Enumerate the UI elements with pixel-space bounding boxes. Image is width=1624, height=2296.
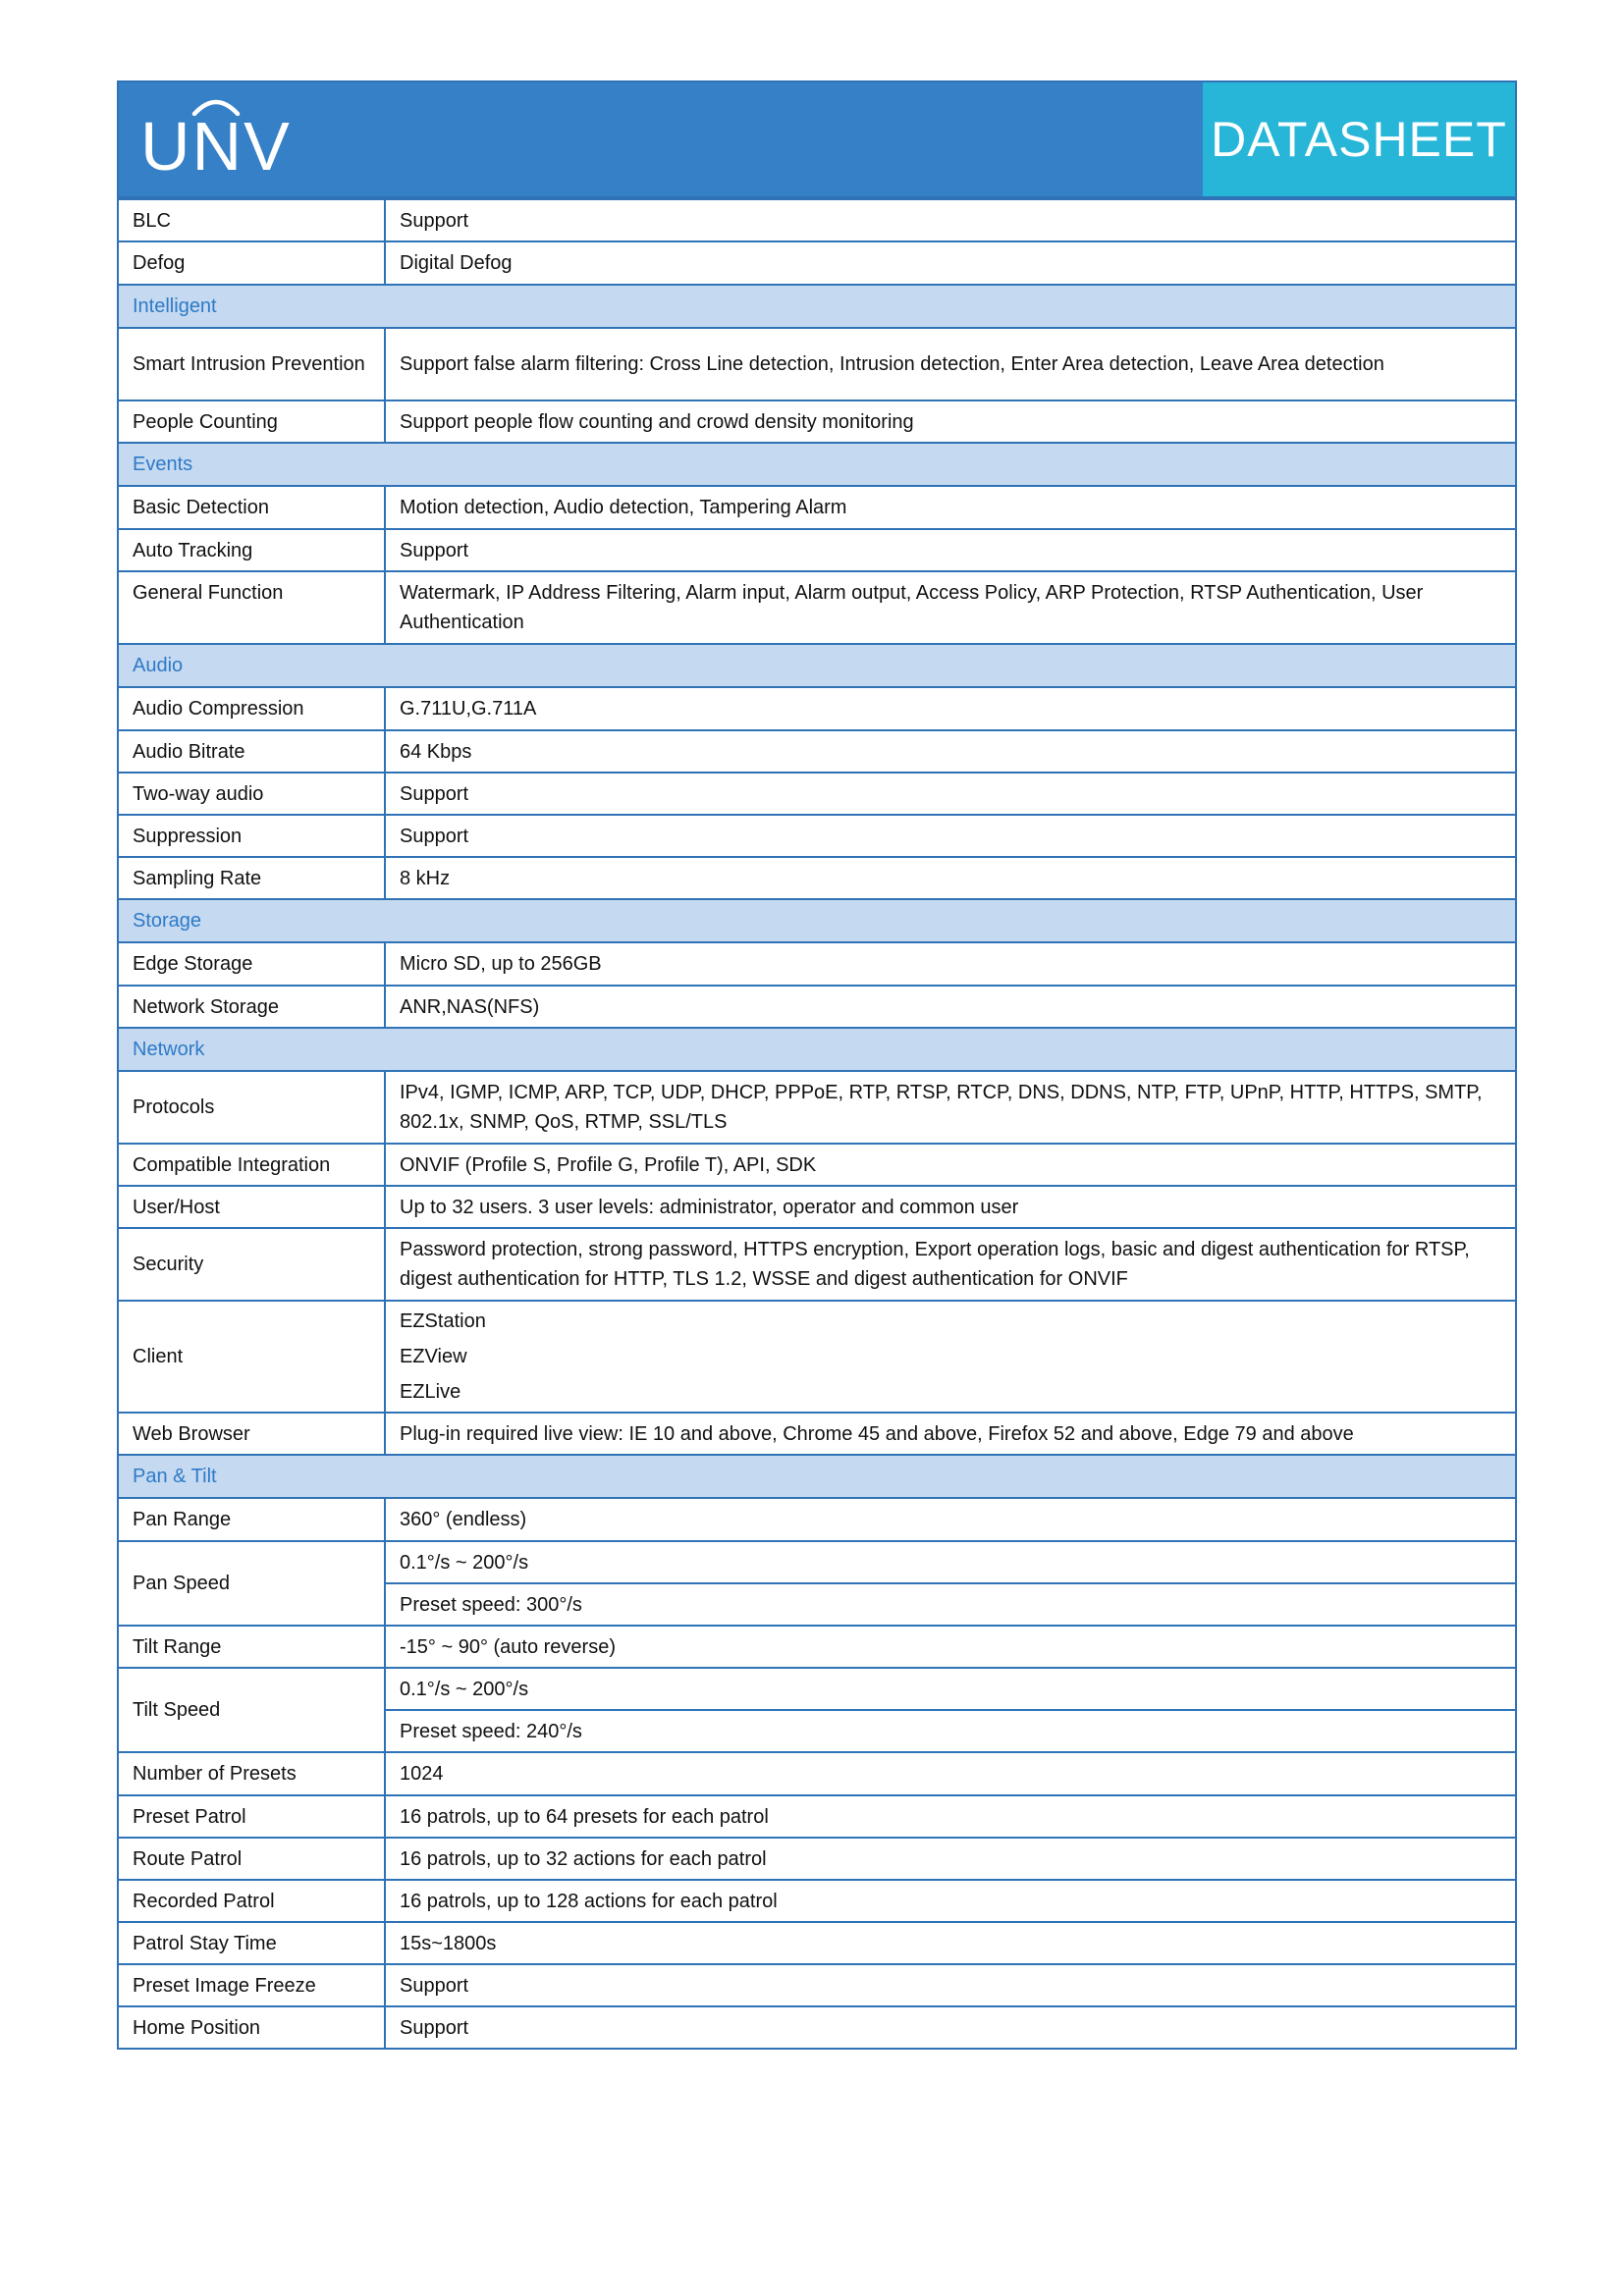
spec-label: Edge Storage (118, 942, 385, 986)
spec-value: Support people flow counting and crowd density monitoring (385, 400, 1516, 443)
spec-value: 8 kHz (385, 857, 1516, 899)
table-row (118, 1301, 1516, 1413)
spec-label: Web Browser (118, 1413, 385, 1455)
table-row (118, 241, 1516, 285)
spec-value: IPv4, IGMP, ICMP, ARP, TCP, UDP, DHCP, PPPoE, RTP, RTSP, RTCP, DNS, DDNS, NTP, FTP, UPnP, HTTP, HTTPS, SMTP, 802.1x, SNMP, QoS, RTMP, SSL/TLS (385, 1071, 1516, 1144)
spec-value: 16 patrols, up to 32 actions for each patrol (385, 1838, 1516, 1880)
table-row (118, 773, 1516, 815)
table-row (118, 1186, 1516, 1228)
spec-table (117, 198, 1517, 2050)
spec-label: Number of Presets (118, 1752, 385, 1795)
section-title: Audio (118, 644, 1516, 687)
spec-value: 1024 (385, 1752, 1516, 1795)
spec-value: 64 Kbps (385, 730, 1516, 773)
table-row (118, 1541, 1516, 1583)
spec-value: 360° (endless) (385, 1498, 1516, 1541)
spec-label: Pan Speed (118, 1541, 385, 1626)
spec-label: Client (118, 1301, 385, 1413)
spec-value: Support (385, 529, 1516, 571)
spec-value: Plug-in required live view: IE 10 and above, Chrome 45 and above, Firefox 52 and above, Edge 79 and above (385, 1413, 1516, 1455)
table-row (118, 1071, 1516, 1144)
spec-value: Preset speed: 300°/s (385, 1583, 1516, 1626)
table-row (118, 1626, 1516, 1668)
table-row (118, 687, 1516, 730)
table-row (118, 1838, 1516, 1880)
spec-label: Patrol Stay Time (118, 1922, 385, 1964)
spec-label: Preset Image Freeze (118, 1964, 385, 2006)
spec-label: Audio Bitrate (118, 730, 385, 773)
spec-label: Route Patrol (118, 1838, 385, 1880)
section-title: Intelligent (118, 285, 1516, 328)
spec-value: 16 patrols, up to 64 presets for each patrol (385, 1795, 1516, 1838)
section-header-network (118, 1028, 1516, 1071)
section-header-storage (118, 899, 1516, 942)
spec-label: BLC (118, 199, 385, 241)
spec-label: Sampling Rate (118, 857, 385, 899)
client-item: EZStation (400, 1310, 486, 1332)
section-header-intelligent (118, 285, 1516, 328)
spec-label: Auto Tracking (118, 529, 385, 571)
table-row (118, 730, 1516, 773)
spec-value: Support (385, 2006, 1516, 2049)
spec-label: User/Host (118, 1186, 385, 1228)
spec-label: Tilt Range (118, 1626, 385, 1668)
spec-label: General Function (118, 571, 385, 644)
spec-value: Motion detection, Audio detection, Tampering Alarm (385, 486, 1516, 529)
section-title: Pan & Tilt (118, 1455, 1516, 1498)
table-row (118, 529, 1516, 571)
table-row (118, 815, 1516, 857)
table-row (118, 1228, 1516, 1301)
table-row (118, 986, 1516, 1028)
table-row (118, 571, 1516, 644)
spec-label: Basic Detection (118, 486, 385, 529)
section-title: Events (118, 443, 1516, 486)
spec-label: Recorded Patrol (118, 1880, 385, 1922)
spec-value: Digital Defog (385, 241, 1516, 285)
spec-value-list (385, 1301, 1516, 1413)
spec-value: ANR,NAS(NFS) (385, 986, 1516, 1028)
table-row (118, 1880, 1516, 1922)
spec-value: Support (385, 815, 1516, 857)
spec-label: Tilt Speed (118, 1668, 385, 1752)
spec-value: 15s~1800s (385, 1922, 1516, 1964)
table-row (118, 857, 1516, 899)
spec-label: Compatible Integration (118, 1144, 385, 1186)
table-row (118, 1413, 1516, 1455)
spec-label: Suppression (118, 815, 385, 857)
spec-value: 16 patrols, up to 128 actions for each patrol (385, 1880, 1516, 1922)
spec-value: Micro SD, up to 256GB (385, 942, 1516, 986)
spec-label: Audio Compression (118, 687, 385, 730)
spec-label: Home Position (118, 2006, 385, 2049)
spec-value: -15° ~ 90° (auto reverse) (385, 1626, 1516, 1668)
table-row (118, 1964, 1516, 2006)
table-row (118, 2006, 1516, 2049)
spec-value: Up to 32 users. 3 user levels: administrator, operator and common user (385, 1186, 1516, 1228)
spec-value: 0.1°/s ~ 200°/s (385, 1668, 1516, 1710)
table-row (118, 1752, 1516, 1795)
section-title: Network (118, 1028, 1516, 1071)
spec-label: Preset Patrol (118, 1795, 385, 1838)
table-row (118, 942, 1516, 986)
section-header-audio (118, 644, 1516, 687)
table-row (118, 400, 1516, 443)
section-title: Storage (118, 899, 1516, 942)
spec-value: Support (385, 1964, 1516, 2006)
unv-logo (140, 94, 292, 187)
spec-label: Defog (118, 241, 385, 285)
table-row (118, 1668, 1516, 1710)
spec-label: Protocols (118, 1071, 385, 1144)
spec-value: Preset speed: 240°/s (385, 1710, 1516, 1752)
spec-value: ONVIF (Profile S, Profile G, Profile T), API, SDK (385, 1144, 1516, 1186)
client-item: EZView (400, 1346, 467, 1367)
spec-label: Pan Range (118, 1498, 385, 1541)
datasheet-badge: DATASHEET (1203, 82, 1515, 196)
spec-label: Network Storage (118, 986, 385, 1028)
table-row (118, 1922, 1516, 1964)
spec-label: People Counting (118, 400, 385, 443)
section-header-events (118, 443, 1516, 486)
spec-value: Password protection, strong password, HTTPS encryption, Export operation logs, basic and digest authentication for RTSP, digest authentication for HTTP, TLS 1.2, WSSE and digest authentication for ONVIF (385, 1228, 1516, 1301)
spec-label: Security (118, 1228, 385, 1301)
spec-value: Watermark, IP Address Filtering, Alarm input, Alarm output, Access Policy, ARP Protection, RTSP Authentication, User Authentication (385, 571, 1516, 644)
table-row (118, 1795, 1516, 1838)
spec-label: Smart Intrusion Prevention (118, 328, 385, 400)
table-row (118, 486, 1516, 529)
client-item: EZLive (400, 1381, 461, 1403)
document-header (117, 80, 1517, 198)
spec-value: Support (385, 199, 1516, 241)
table-row (118, 199, 1516, 241)
spec-label: Two-way audio (118, 773, 385, 815)
table-row (118, 1498, 1516, 1541)
table-row (118, 328, 1516, 400)
logo-text: UNV (140, 108, 292, 185)
table-row (118, 1144, 1516, 1186)
spec-value: G.711U,G.711A (385, 687, 1516, 730)
spec-value: 0.1°/s ~ 200°/s (385, 1541, 1516, 1583)
spec-value: Support (385, 773, 1516, 815)
spec-value: Support false alarm filtering: Cross Line detection, Intrusion detection, Enter Area detection, Leave Area detection (385, 328, 1516, 400)
section-header-pan-tilt (118, 1455, 1516, 1498)
